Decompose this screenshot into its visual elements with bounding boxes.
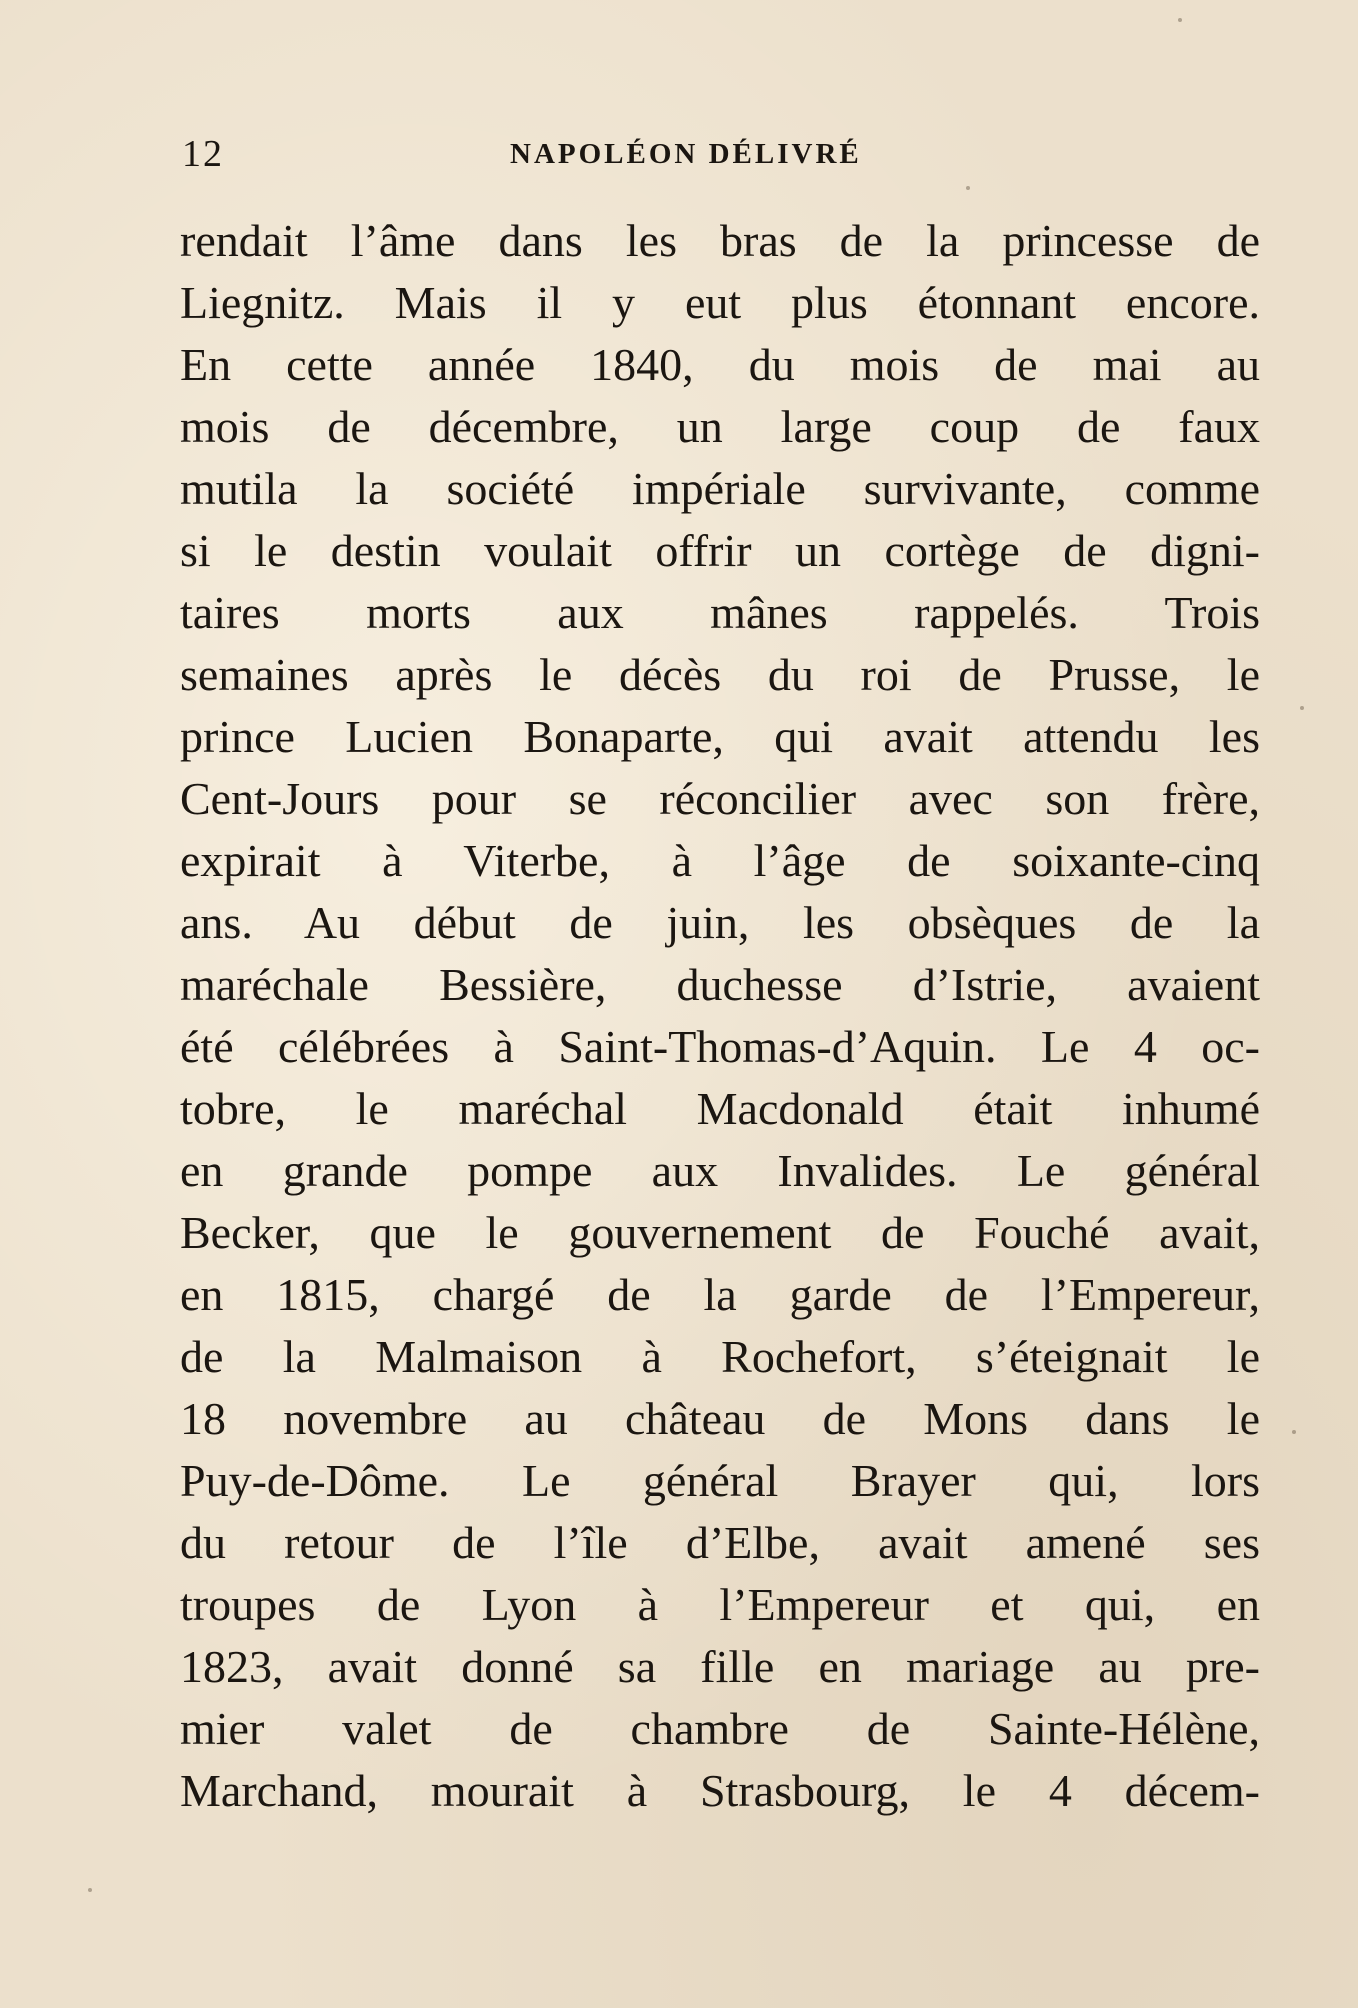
running-title: NAPOLÉON DÉLIVRÉ [510,138,862,170]
text-line: troupes de Lyon à l’Empereur et qui, en [180,1579,1260,1630]
text-line: Liegnitz. Mais il y eut plus étonnant encore. [180,277,1260,328]
text-line: été célébrées à Saint-Thomas-d’Aquin. Le 4 oc- [180,1021,1260,1072]
text-line: 18 novembre au château de Mons dans le [180,1393,1260,1444]
text-line: tobre, le maréchal Macdonald était inhumé [180,1083,1260,1134]
text-line: du retour de l’île d’Elbe, avait amené ses [180,1517,1260,1568]
text-line: de la Malmaison à Rochefort, s’éteignait le [180,1331,1260,1382]
body-text [180,210,1260,1822]
paper-speck [1300,706,1304,710]
page-number: 12 [182,133,224,175]
paper-speck [1178,18,1182,22]
text-line: mier valet de chambre de Sainte-Hélène, [180,1703,1260,1754]
text-line: semaines après le décès du roi de Prusse, le [180,649,1260,700]
text-line: en grande pompe aux Invalides. Le général [180,1145,1260,1196]
text-line: ans. Au début de juin, les obsèques de la [180,897,1260,948]
text-line: mutila la société impériale survivante, comme [180,463,1260,514]
text-line: maréchale Bessière, duchesse d’Istrie, avaient [180,959,1260,1010]
text-line: En cette année 1840, du mois de mai au [180,339,1260,390]
text-line: Puy-de-Dôme. Le général Brayer qui, lors [180,1455,1260,1506]
running-head [182,132,962,176]
text-line: expirait à Viterbe, à l’âge de soixante-cinq [180,835,1260,886]
paper-speck [1292,1430,1296,1434]
text-line: mois de décembre, un large coup de faux [180,401,1260,452]
text-line: Becker, que le gouvernement de Fouché avait, [180,1207,1260,1258]
text-line: en 1815, chargé de la garde de l’Empereur, [180,1269,1260,1320]
text-line: taires morts aux mânes rappelés. Trois [180,587,1260,638]
paper-speck [966,186,970,190]
text-line: prince Lucien Bonaparte, qui avait attendu les [180,711,1260,762]
text-line: si le destin voulait offrir un cortège de digni- [180,525,1260,576]
paper-speck [88,1888,92,1892]
text-line: 1823, avait donné sa fille en mariage au pre- [180,1641,1260,1692]
text-line: Cent-Jours pour se réconcilier avec son frère, [180,773,1260,824]
text-line: Marchand, mourait à Strasbourg, le 4 décem- [180,1765,1260,1816]
text-line: rendait l’âme dans les bras de la princesse de [180,215,1260,266]
